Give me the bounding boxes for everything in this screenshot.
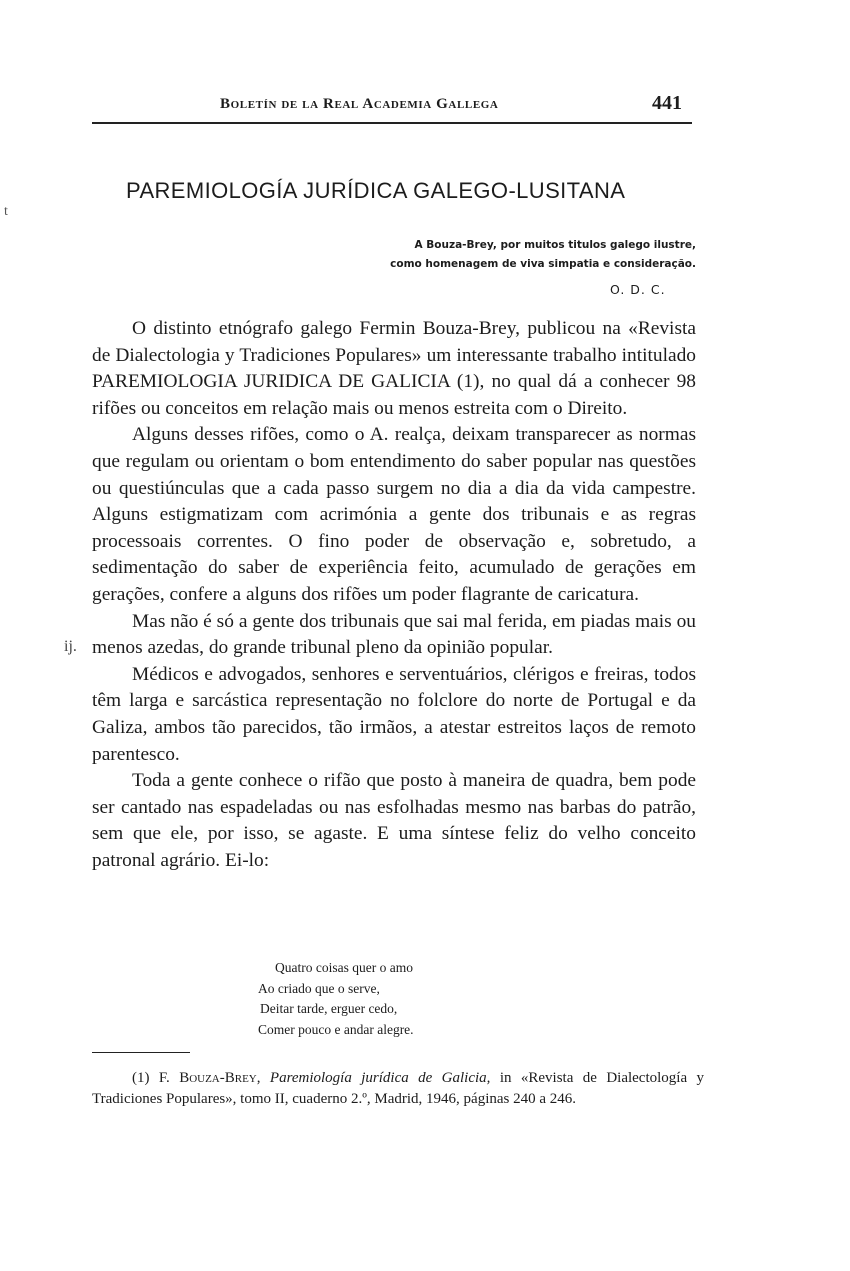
footnote-divider [92,1052,190,1053]
paragraph: Toda a gente conhece o rifão que posto à maneira de quadra, bem pode ser cantado nas espadeladas ou nas esfolhadas mesmo nas barbas do patrão, sem que ele, por isso, se agaste. E uma síntese feliz do velho conceito patronal agrário. Ei-lo: [92,770,696,871]
journal-title: Boletín de la Real Academia Gallega [220,96,499,112]
verse-line: Deitar tarde, erguer cedo, [260,1001,398,1016]
paragraph: Mas não é só a gente dos tribunais que sai mal ferida, em piadas mais ou menos azedas, do grande tribunal pleno da opinião popular. [92,610,696,659]
edge-mark: t [4,204,8,219]
verse-line: Comer pouco e andar alegre. [258,1021,414,1037]
article-body [92,316,696,874]
footnote-marker: (1) [132,1070,150,1086]
paragraph: Alguns desses rifões, como o A. realça, deixam transparecer as normas que regulam ou orientam o bom entendimento do saber popular nas questões ou questiúnculas que a cada passo surgem no dia a dia da vida campestre. Alguns estigmatizam com acrimónia a gente dos tribunais e as regras processoais correntes. O fino poder de observação e, sobretudo, a sedimentação do saber de experiência feito, acumulado de gerações em gerações, confere a alguns dos rifões um poder flagrante de caricatura. [92,424,696,605]
dedication-line: como homenagem de viva simpatia e consideração. [390,258,696,270]
running-header [92,92,692,124]
verse-line: Ao criado que o serve, [258,980,380,996]
dedication [340,236,696,274]
verse-line: Quatro coisas quer o amo [275,960,413,975]
paragraph: Médicos e advogados, senhores e serventuários, clérigos e freiras, todos têm larga e sarcástica representação no folclore do norte de Portugal e da Galiza, ambos tão parecidos, tão irmãos, a atestar estreitos laços de remoto parentesco. [92,663,696,765]
footnote-citation: in «Revista de Dialectología y Tradiciones Populares», tomo II, cuaderno 2.º, Madrid, 1946, páginas 240 a 246. [92,1070,705,1107]
margin-mark: ij. [64,638,77,655]
paragraph: O distinto etnógrafo galego Fermin Bouza-Brey, publicou na «Revista de Dialectologia y Tradiciones Populares» um interessante trabalho intitulado PAREMIOLOGIA JURIDICA DE GALICIA (1), no qual dá a conhecer 98 rifões ou conceitos em relação mais ou menos estreita com o Direito. [92,318,696,419]
page-number: 441 [652,92,682,114]
dedication-line: A Bouza-Brey, por muitos titulos galego ilustre, [414,239,696,251]
article-title: PAREMIOLOGÍA JURÍDICA GALEGO-LUSITANA [126,178,626,203]
author-initials: O. D. C. [610,282,666,297]
footnote [92,1068,704,1110]
footnote-author: F. Bouza-Brey, [158,1070,261,1086]
footnote-work-title: Paremiología jurídica de Galicia, [269,1070,491,1086]
verse-quatrain [258,958,414,1040]
